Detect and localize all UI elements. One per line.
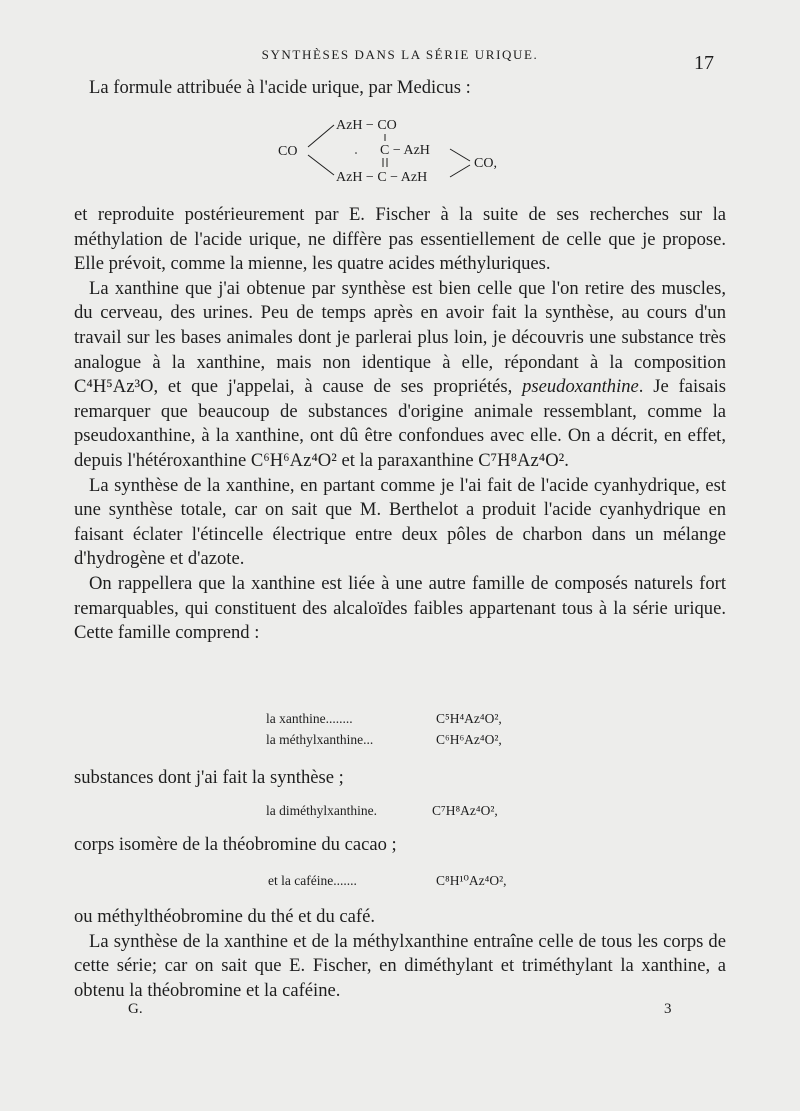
page-number: 17 [694, 52, 714, 74]
formula-mid: C − AzH [380, 143, 430, 158]
formula-drawing [278, 113, 508, 193]
formula-left: CO [278, 144, 298, 159]
compound-dimethylxanthine: la diméthylxanthine. C⁷H⁸Az⁴O², [266, 803, 498, 818]
intro-line [74, 76, 726, 101]
signature-mark: G. [128, 1001, 143, 1017]
main-text-block-1 [74, 203, 726, 646]
line-the: ou méthylthéobromine du thé et du café. [74, 906, 376, 927]
compound-methylxanthine: la méthylxanthine... C⁶H⁶Az⁴O², [266, 732, 502, 747]
line-theobromine: corps isomère de la théobromine du cacao ; [74, 834, 397, 855]
line-synthese: substances dont j'ai fait la synthèse ; [74, 767, 344, 788]
formula-right: CO, [474, 156, 497, 171]
paragraph-synthese-totale: La synthèse de la xanthine, en partant comme je l'ai fait de l'acide cyanhydrique, est une synthèse totale, car on sait que M. Berthelot a produit l'acide cyanhydrique en faisant éclater l'étincelle électrique entre deux pôles de charbon dans un mélange d'hydrogène et d'azote. [74, 474, 726, 570]
compound-xanthine: la xanthine........ C⁵H⁴Az⁴O², [266, 711, 502, 726]
sheet-number: 3 [664, 1001, 672, 1017]
running-title: SYNTHÈSES DANS LA SÉRIE URIQUE. [261, 47, 539, 62]
paragraph-fischer: et reproduite postérieurement par E. Fischer à la suite de ses recherches sur la méthylation de l'acide urique, ne diffère pas essentiellement de celle que je propose. Elle prévoit, comme la mienne, les quatre acides méthyluriques. [74, 204, 726, 275]
paragraph-xanthine: La xanthine que j'ai obtenue par synthèse est bien celle que l'on retire des muscles, du cerveau, des urines. Peu de temps après en avoir fait la synthèse, au cours d'un travail sur les bases animales dont je parlerai plus loin, je découvris une substance très analogue à la xanthine, mais non identique à elle, répondant à la composition C⁴H⁵Az³O, et que j'appelai, à cause de ses propriétés, pseudoxanthine. Je faisais remarquer que beaucoup de substances d'origine animale ressemblant, comme la pseudoxanthine, à la xanthine, ont dû être confondues avec elle. On a décrit, en effet, depuis l'hétéroxanthine C⁶H⁶Az⁴O² et la paraxanthine C⁷H⁸Az⁴O². [74, 277, 726, 471]
main-text-block-2 [74, 905, 726, 1003]
compound-cafeine: et la caféine....... C⁸H¹⁰Az⁴O², [268, 873, 507, 888]
paragraph-famille: On rappellera que la xanthine est liée à une autre famille de composés naturels fort remarquables, qui constituent des alcaloïdes faibles appartenant tous à la série urique. Cette famille comprend : [74, 572, 726, 644]
paragraph-conclusion: La synthèse de la xanthine et de la méthylxanthine entraîne celle de tous les corps de cette série; car on sait que E. Fischer, en diméthylant et triméthylant la xanthine, a obtenu la théobromine et la caféine. [74, 930, 726, 1001]
formula-top: AzH − CO [336, 118, 397, 133]
uric-acid-formula [278, 113, 508, 193]
formula-bottom: AzH − C − AzH [336, 170, 428, 185]
intro-text: La formule attribuée à l'acide urique, par Medicus : [89, 77, 471, 98]
